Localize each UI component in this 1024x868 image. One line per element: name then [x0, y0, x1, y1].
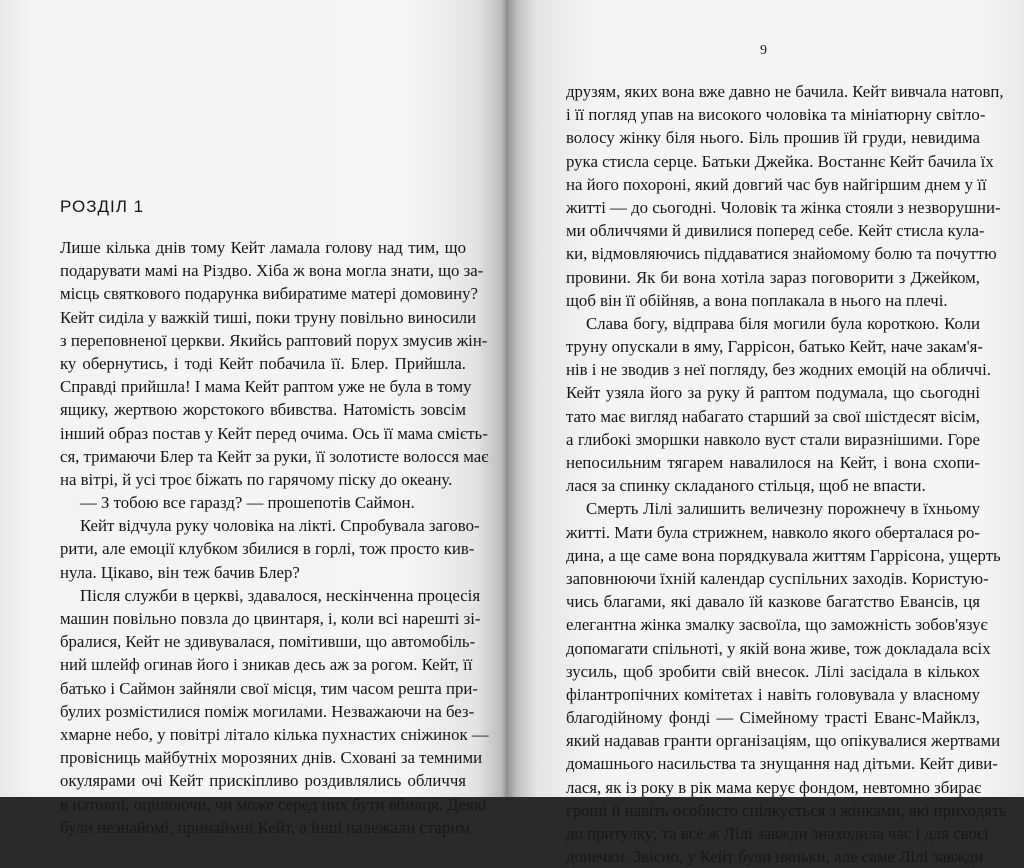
text-line: і її погляд упав на високого чоловіка та мініатюрну світло-	[566, 105, 986, 125]
text-line: рити, але емоції клубком збилися в горлі, тож просто кив-	[60, 539, 475, 559]
text-line: донечки. Звісно, у Кейт були няньки, але саме Лілі завжди	[566, 847, 984, 867]
text-line: елегантна жінка змалку засвоїла, що заможність зобов'язує	[566, 615, 988, 635]
text-line: труну опускали в яму, Гаррісон, батько Кейт, наче закам'я-	[566, 337, 983, 357]
text-line: бралися, Кейт не здивувалася, помітивши, що автомобіль-	[60, 632, 476, 652]
text-line: який надавав гранти організаціям, що опікувалися жертвами	[566, 731, 1001, 751]
right-page	[506, 0, 1024, 867]
text-line: ний шлейф огинав його і зникав десь аж за рогом. Кейт, її	[60, 655, 473, 675]
text-line: рука стисла серце. Батьки Джейка. Востаннє Кейт бачила їх	[566, 151, 994, 171]
text-line: домашнього насильства та знущання над дітьми. Кейт диви-	[566, 754, 998, 774]
text-line: житті. Мати була стрижнем, навколо якого оберталася ро-	[566, 522, 980, 542]
text-line: подарувати мамі на Різдво. Хіба ж вона могла знати, що за-	[60, 261, 484, 281]
text-line: Справді прийшла! І мама Кейт раптом уже не була в тому	[60, 377, 472, 397]
text-line: інший образ постав у Кейт перед очима. Ось її мама смієть-	[60, 423, 488, 443]
text-line: нула. Цікаво, він теж бачив Блер?	[60, 562, 300, 582]
text-line: машин повільно повзла до цвинтаря, і, коли всі нарешті зі-	[60, 609, 481, 628]
text-line: дина, а ще саме вона порядкувала життям Гаррісона, ущерть	[566, 545, 1001, 565]
text-line: благодійному фонді — Сімейному трасті Еванс-Майклз,	[566, 708, 980, 728]
text-line: до притулку; та все ж Лілі завжди знаходила час і для своєї	[566, 824, 989, 843]
text-line: провини. Як би вона хотіла зараз поговорити з Джейком,	[566, 267, 980, 287]
text-line: зусиль, щоб зробити свій внесок. Лілі засідала в кількох	[566, 661, 980, 681]
right-page-text	[566, 80, 1007, 868]
text-line: ки, відмовляючись піддаватися знайомому болю та почуттю	[566, 244, 997, 264]
text-line: на вітрі, й усі троє біжать по гарячому піску до океану.	[60, 469, 453, 489]
text-line: друзям, яких вона вже давно не бачила. Кейт вивчала натовп,	[566, 82, 1004, 101]
text-line: заповнюючи їхній календар суспільних заходів. Користую-	[566, 568, 989, 588]
text-line: окулярами очі Кейт прискіпливо роздивлялись обличчя	[60, 771, 466, 791]
text-line: допомагати спільноті, у якій вона живе, тож докладала всіх	[566, 638, 991, 658]
text-line: на його похороні, який довгий час був найгіршим днем у її	[566, 174, 987, 194]
text-line: лася за спинку складаного стільця, щоб не впасти.	[566, 476, 926, 496]
text-line: були незнайомі, принаймні Кейт, а інші належали старим	[60, 817, 470, 837]
text-line: нів і не зводив з неї погляду, без жодних емоцій на обличчі.	[566, 360, 991, 380]
text-line: провісниць майбутніх морозяних днів. Сховані за темними	[60, 748, 483, 768]
text-line: місць святкового подарунка вибиратиме матері домовину?	[60, 284, 478, 304]
text-line: Кейт сиділа у важкій тиші, поки труну повільно виносили	[60, 307, 477, 327]
text-line: ми обличчями й дивилися поперед себе. Кейт стисла кула-	[566, 221, 985, 241]
page-number: 9	[760, 43, 767, 58]
chapter-heading: РОЗДІЛ 1	[60, 197, 145, 216]
text-line: житті — до сьогодні. Чоловік та жінка стояли з незворушни-	[566, 197, 1001, 217]
text-line: Кейт відчула руку чоловіка на лікті. Спробувала загово-	[80, 516, 480, 536]
text-line: — З тобою все гаразд? — прошепотів Саймон.	[80, 493, 415, 513]
text-line: ку обернутись, і тоді Кейт побачила її. Блер. Прийшла.	[60, 353, 466, 373]
left-page-text	[60, 236, 489, 839]
text-line: ящику, жертвою жорстокого вбивства. Натомість зовсім	[60, 400, 466, 420]
text-line: лася, як із року в рік мама керує фондом, невтомно збирає	[566, 777, 982, 797]
text-line: батько і Саймон зайняли свої місця, тим часом решта при-	[60, 678, 478, 698]
text-line: непосильним тягарем навалилося на Кейт, і вона схопи-	[566, 453, 980, 472]
text-line: з переповненої церкви. Якийсь раптовий порух змусив жін-	[60, 330, 488, 350]
left-page	[0, 0, 506, 837]
text-line: волосу жінку біля нього. Біль прошив їй груди, невидима	[566, 128, 980, 148]
text-line: булих розмістилися поміж могилами. Незважаючи на без-	[60, 701, 475, 721]
text-line: хмарне небо, у повітрі літало кілька пухнастих сніжинок —	[60, 724, 489, 744]
text-line: тато має вигляд набагато старший за свої шістдесят вісім,	[566, 406, 980, 426]
text-line: в натовпі, оцінюючи, чи може серед них бути вбивця. Деякі	[60, 794, 487, 814]
text-line: гроші й навіть особисто спілкується з жінками, які приходять	[566, 800, 1007, 820]
text-line: Лише кілька днів тому Кейт ламала голову над тим, що	[60, 238, 466, 257]
text-line: щоб він її обійняв, а вона поплакала в нього на плечі.	[566, 290, 948, 310]
text-line: філантропічних комітетах і навіть головувала у власному	[566, 684, 980, 704]
text-line: а глибокі зморшки навколо вуст стали виразнішими. Горе	[566, 429, 980, 449]
text-line: Після служби в церкві, здавалося, нескінченна процесія	[80, 585, 481, 605]
text-line: Кейт узяла його за руку й раптом подумала, що сьогодні	[566, 383, 980, 403]
text-line: Слава богу, відправа біля могили була короткою. Коли	[586, 313, 980, 333]
text-line: Смерть Лілі залишить величезну порожнечу в їхньому	[586, 499, 980, 519]
text-line: чись благами, які давало їй казкове багатство Евансів, ця	[566, 592, 980, 612]
text-line: ся, тримаючи Блер та Кейт за руки, її золотисте волосся має	[60, 446, 489, 466]
